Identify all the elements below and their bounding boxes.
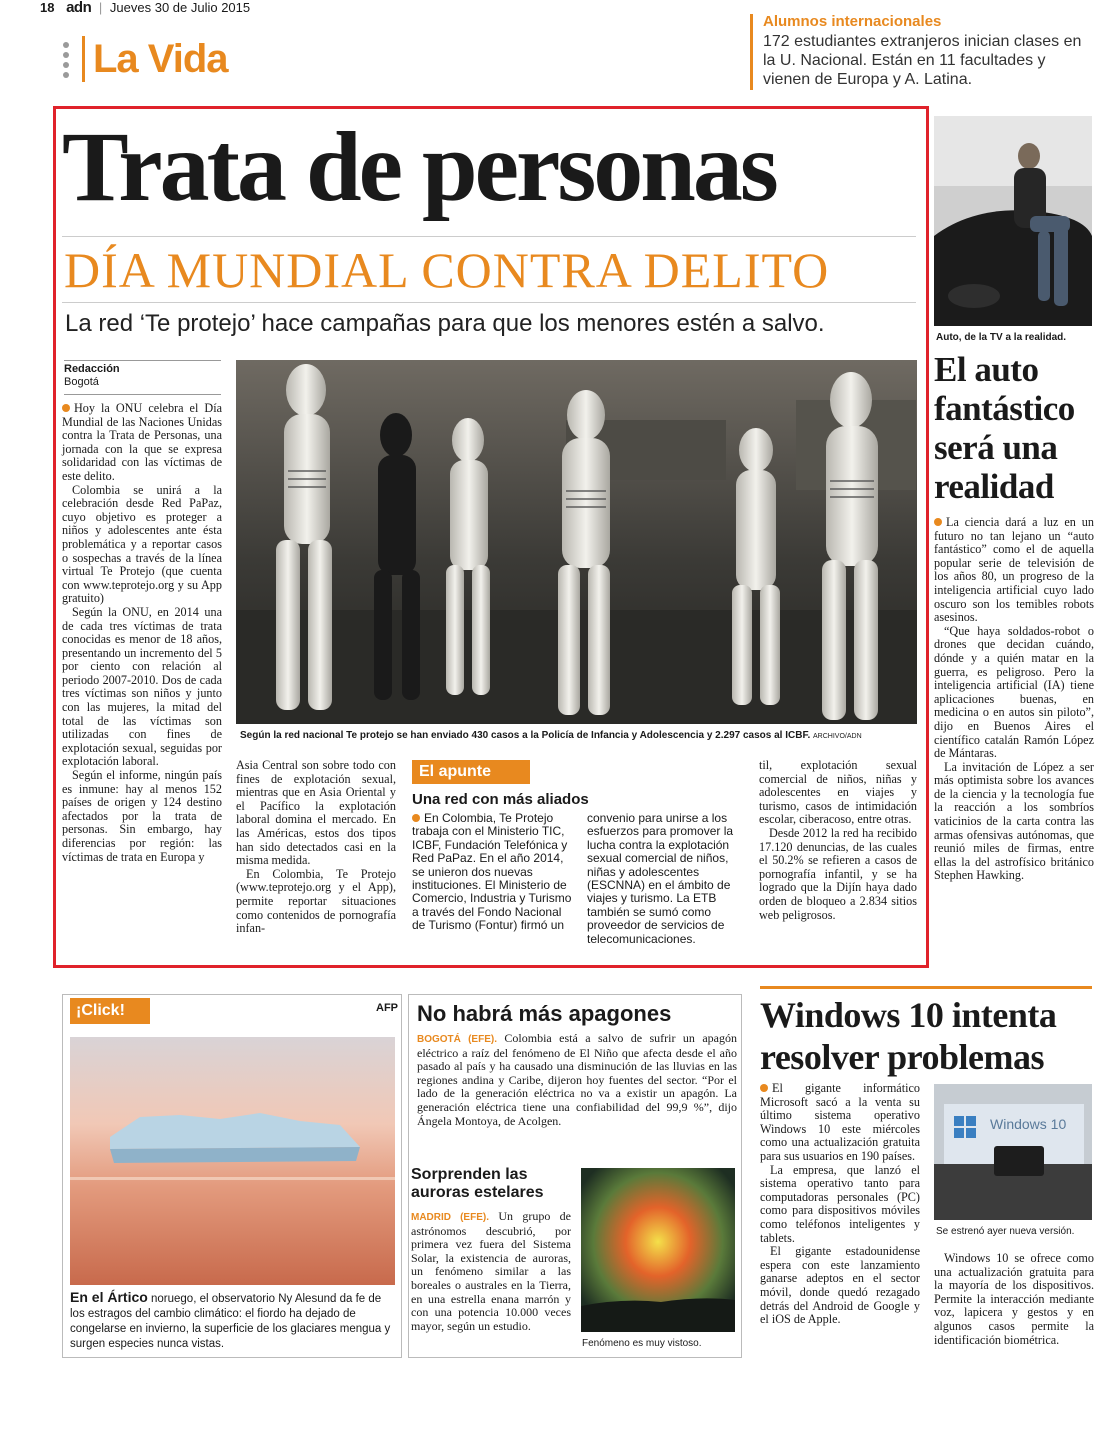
paragraph: Windows 10 se ofrece como una actualización gratuita para la mayoría de los dispositivos. Permite la interacción mediante voz, lapicera y gestos y en algunos casos permite la identificación biométrica. xyxy=(934,1251,1094,1347)
apagones-body: BOGOTÁ (EFE). Colombia está a salvo de sufrir un apagón eléctrico a raíz del fenómeno de El Niño que afecta desde el año pasado al país y ha causado una disminución de las lluvias en las regiones andina y Caribe, dijeron hoy fuentes del sector. “Por el lado de la generación eléctrica no va a existir un apagón. La generación eléctrica tiene una confiabilidad del 99,9 %”, dijo Ángela Montoya, de Acolgen. xyxy=(417,1031,738,1128)
paragraph: Colombia se unirá a la celebración desde Red PaPaz, cuyo objetivo es proteger a niños y adolescentes ante ésta problemática y a reportar casos o sospechas a través de la línea virtual Te Protejo (que cuenta con www.teprotejo.org y su App gratuito) xyxy=(62,482,222,606)
windows-headline: Windows 10 intenta resolver problemas xyxy=(760,995,1057,1077)
photo-credit: ARCHIVO/ADN xyxy=(813,733,862,740)
teaser-text: 172 estudiantes extranjeros inician clases en la U. Nacional. Están en 11 facultades y vienen de Europa y A. Latina. xyxy=(763,33,1082,88)
paragraph: La ciencia dará a luz en un futuro no tan lejano un “auto fantástico” como el de aquella popular serie de televisión de los años 80, un progreso de la inteligencia artificial cuyo lado oscuro son los temibles robots asesinos. xyxy=(934,515,1094,625)
apunte-col-a: En Colombia, Te Protejo trabaja con el Ministerio TIC, ICBF, Fundación Telefónica y Red PaPaz. En el año 2014, se unieron dos nuevas instituciones. El Ministerio de Comercio, Industria y Turismo a través del Fondo Nacional de Turismo (Fontur) firmó un xyxy=(412,811,572,933)
dateline: MADRID (EFE). xyxy=(411,1212,489,1223)
aurora-photo xyxy=(581,1168,735,1332)
teaser-title: Alumnos internacionales xyxy=(763,13,942,30)
paragraph: Según el informe, ningún país es inmune: hay al menos 152 países de origen y 124 destino afectados por la trata de personas. Sin embargo, hay diferencias por región: las víctimas de trata en Europa y xyxy=(62,768,222,864)
side-headline: El auto fantástico será una realidad xyxy=(934,350,1075,506)
paragraph: Desde 2012 la red ha recibido 17.120 denuncias, de las cuales el 50.2% se refieren a casos de pornografía infantil, y se ha logrado que la Dijín haya dado orden de bloqueo a 2.834 sitios web peligrosos. xyxy=(759,825,917,922)
paragraph: Según la ONU, en 2014 una de cada tres víctimas de trata conocidas es menor de 18 años, presentando un incremento del 5 por ciento con relación al periodo 2007-2010. Dos de cada tres víctimas son niños y junto con las mujeres, la mitad del total de las víctimas son utilizadas con fines de explotación sexual, seguidas por explotación laboral. xyxy=(62,604,222,769)
byline-city: Bogotá xyxy=(64,376,99,388)
apagones-headline: No habrá más apagones xyxy=(417,1001,672,1026)
mannequins-photo xyxy=(236,360,917,724)
paragraph: En Colombia, Te Protejo (www.teprotejo.org y el App), permite reportar situaciones como contenidos de pornografía infan- xyxy=(236,866,396,936)
windows-body-left xyxy=(760,1082,920,1327)
windows-photo-caption: Se estrenó ayer nueva versión. xyxy=(936,1226,1075,1237)
windows-photo xyxy=(934,1084,1092,1220)
main-col-1 xyxy=(62,402,222,864)
page-number: 18 xyxy=(40,0,55,15)
dateline: BOGOTÁ (EFE). xyxy=(417,1034,497,1045)
paragraph: La invitación de López a ser más optimista sobre los avances de la ciencia y la tecnología fue la reacción a los sombríos vaticinios de la carta contra las armas ofensivas autónomas, que reunió miles de firmas, entre ellas la del astrofísico británico Stephen Hawking. xyxy=(934,759,1094,883)
click-caption: En el Ártico noruego, el observatorio Ny Alesund da fe de los estragos del cambio climático: el fiordo ha dejado de congelarse en invierno, la superficie de los glaciares mengua y surgen especies nunca vistas. xyxy=(70,1289,391,1350)
auroras-headline: Sorprenden las auroras estelares xyxy=(411,1166,544,1201)
section-title: La Vida xyxy=(93,37,228,81)
byline-author: Redacción xyxy=(64,363,120,375)
bullet-icon xyxy=(62,404,70,412)
auroras-body: MADRID (EFE). Un grupo de astrónomos descubrió, por primera vez fuera del Sistema Solar, la existencia de auroras, un fenómeno similar a las boreales o australes en la Tierra, en una estrella enana marrón y con una potencia 10.000 veces mayor, según un estudio. xyxy=(411,1209,571,1333)
paragraph: La empresa, que lanzó el sistema operativo tanto para computadoras personales (PC) como para dispositivos móviles como teléfonos inteligentes y tablets. xyxy=(760,1162,920,1245)
click-credit: AFP xyxy=(376,1002,398,1014)
car-photo-caption: Auto, de la TV a la realidad. xyxy=(936,332,1067,343)
page-header: 18 adn | Jueves 30 de Julio 2015 xyxy=(40,0,251,16)
paragraph: El gigante informático Microsoft sacó a la venta su último sistema operativo Windows 10 este miércoles como una actualización gratuita para sus usuarios en 190 países. xyxy=(760,1081,920,1163)
paragraph: Asia Central son sobre todo con fines de explotación sexual, mientras que en Asia Oriental y el Pacífico la explotación laboral domina el mercado. En las Américas, estos dos tipos han sido detectados casi en la misma medida. xyxy=(236,758,396,868)
click-label: ¡Click! xyxy=(70,998,150,1024)
paragraph: El gigante estadounidense espera con este lanzamiento ganarse adeptos en el sector móvil, donde quedó rezagado detrás del Android de Google y el iOS de Apple. xyxy=(760,1244,920,1327)
bullet-icon xyxy=(760,1084,768,1092)
section-dots xyxy=(63,42,71,78)
main-deck: La red ‘Te protejo’ hace campañas para que los menores estén a salvo. xyxy=(65,310,825,337)
apunte-label: El apunte xyxy=(412,760,530,784)
adn-logo: adn xyxy=(66,0,92,16)
main-col-2 xyxy=(236,759,396,936)
side-story-body xyxy=(934,516,1094,883)
teaser xyxy=(763,12,1093,89)
paragraph: til, explotación sexual comercial de niños, niñas y adolescentes en viajes y turismo, casos de intimidación escolar, ciberacoso, entre otras. xyxy=(759,758,917,827)
bullet-icon xyxy=(412,814,420,822)
apunte-col-b: convenio para unirse a los esfuerzos para promover la lucha contra la explotación sexual comercial de niños, niñas y adolescentes (ESCNNA) en el ámbito de viajes y turismo. La ETB también se sumó como proveedor de servicios de telecomunicaciones. xyxy=(587,811,734,946)
main-headline: Trata de personas xyxy=(62,111,776,222)
paragraph: “Que haya soldados-robot o drones que decidan cuándo, dónde y a quién matar en la guerra, es peligroso. Pero la inteligencia artificial (IA) tiene aplicaciones buenas, en medicina o en autos sin piloto”, dijo en Buenos Aires el científico catalán Ramón López de Mántaras. xyxy=(934,623,1094,761)
paragraph: Hoy la ONU celebra el Día Mundial de las Naciones Unidas contra la Trata de Personas, una jornada con la que se expresa solidaridad con las víctimas de este delito. xyxy=(62,401,222,483)
bullet-icon xyxy=(934,518,942,526)
aurora-photo-caption: Fenómeno es muy vistoso. xyxy=(582,1338,702,1349)
main-col-4 xyxy=(759,759,917,922)
windows-body-right xyxy=(934,1252,1094,1347)
apunte-title: Una red con más aliados xyxy=(412,791,589,808)
main-photo-caption: Según la red nacional Te protejo se han enviado 430 casos a la Policía de Infancia y Adolescencia y 2.297 casos al ICBF. ARCHIVO/ADN xyxy=(240,730,862,741)
arctic-photo xyxy=(70,1037,395,1285)
issue-date: Jueves 30 de Julio 2015 xyxy=(109,0,251,15)
click-caption-lead: En el Ártico xyxy=(70,1289,148,1305)
windows-photo-text: Windows 10 xyxy=(990,1116,1067,1132)
car-photo xyxy=(934,116,1092,326)
byline xyxy=(64,363,221,389)
main-kicker: DÍA MUNDIAL CONTRA DELITO xyxy=(64,242,830,298)
